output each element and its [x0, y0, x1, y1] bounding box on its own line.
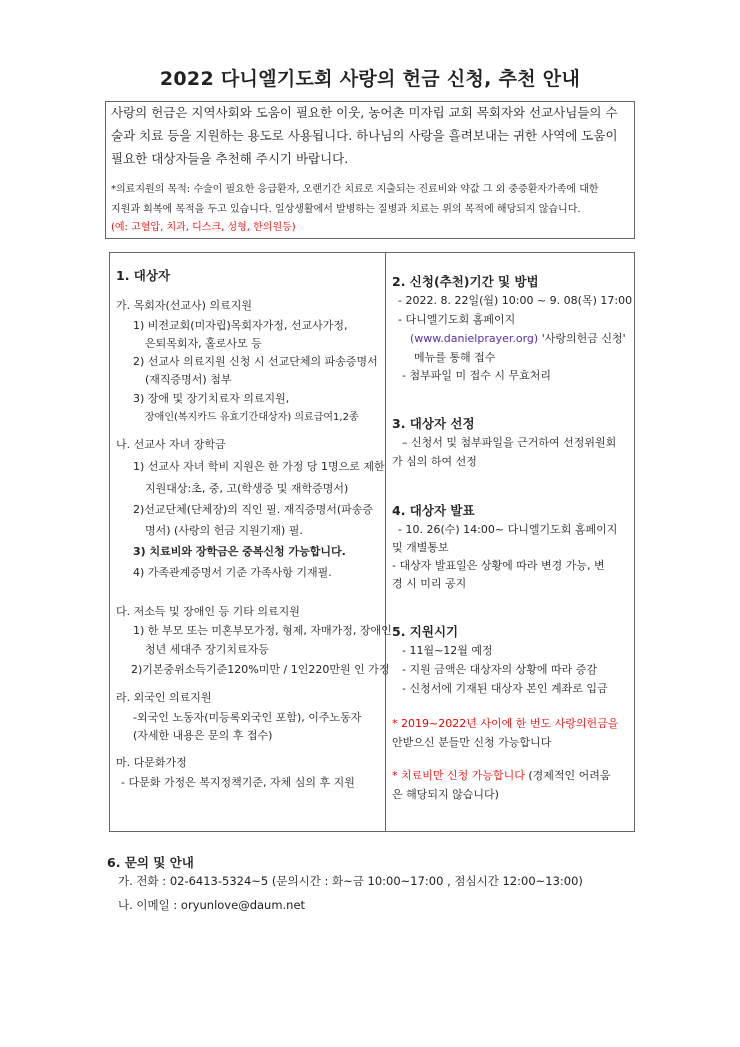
na-line-3: 3) 치료비와 장학금은 중복신청 가능합니다. — [133, 545, 346, 558]
ra-line-2: (자세한 내용은 문의 후 접수) — [133, 729, 273, 742]
s5-line-1: - 11월~12월 예정 — [402, 644, 493, 657]
homepage-link[interactable]: (www.danielprayer.org) — [410, 332, 539, 345]
ga-line-2: 2) 선교사 의료지원 신청 시 선교단체의 파송증명서 — [133, 355, 378, 368]
section-1-heading: 1. 대상자 — [116, 268, 171, 283]
na-line-2b: 명서) (사랑의 헌금 지원기재) 필. — [145, 524, 303, 537]
s2-line-5: - 첨부파일 미 접수 시 무효처리 — [402, 369, 551, 382]
da-line-1: 1) 한 부모 또는 미혼부모가정, 형제, 자매가정, 장애인 — [133, 624, 392, 637]
contact-phone: 가. 전화 : 02-6413-5324~5 (문의시간 : 화~금 10:00~17:00 , 점심시간 12:00~13:00) — [118, 874, 583, 888]
s2-menu-name: '사랑의헌금 신청' — [538, 332, 626, 345]
page-title: 2022 다니엘기도회 사랑의 헌금 신청, 추천 안내 — [159, 68, 581, 90]
intro-line-1: 사랑의 헌금은 지역사회와 도움이 필요한 이웃, 농어촌 미자립 교회 목회자와 선교사님들의 수 — [111, 105, 618, 120]
contact-heading: 6. 문의 및 안내 — [107, 855, 194, 870]
intro-note-2: 지원과 회복에 목적을 두고 있습니다. 일상생활에서 발병하는 질병과 치료는 위의 목적에 해당되지 않습니다. — [111, 204, 581, 215]
section-2-heading: 2. 신청(추천)기간 및 방법 — [392, 274, 539, 289]
s4-line-3: - 대상자 발표일은 상황에 따라 변경 가능, 변 — [392, 559, 605, 572]
intro-example: (예: 고혈압, 치과, 디스크, 성형, 한의원등) — [111, 222, 296, 233]
note-2 — [392, 767, 611, 783]
ma-heading: 마. 다문화가정 — [116, 756, 187, 769]
note-1-red: * 2019~2022년 사이에 한 번도 사랑의헌금을 — [392, 717, 619, 730]
note-2-line-2: 은 해당되지 않습니다) — [392, 788, 499, 801]
note-2-rest: (경제적인 어려움 — [524, 769, 611, 782]
ga-line-3: 3) 장애 및 장기치료자 의료지원, — [133, 392, 290, 405]
da-line-1b: 청년 세대주 장기치료자등 — [145, 643, 269, 656]
da-line-2: 2)기본중위소득기준120%미만 / 1인220만원 인 가정 — [131, 663, 390, 676]
s4-line-1: - 10. 26(수) 14:00~ 다니엘기도회 홈페이지 — [398, 523, 618, 536]
ga-heading: 가. 목회자(선교사) 의료지원 — [116, 299, 252, 312]
s5-line-2: - 지원 금액은 대상자의 상황에 따라 증감 — [402, 663, 597, 676]
s2-line-4: 메뉴를 통해 접수 — [414, 351, 496, 364]
na-line-1: 1) 선교사 자녀 학비 지원은 한 가정 당 1명으로 제한 — [133, 460, 385, 473]
intro-note-1: *의료지원의 목적: 수술이 필요한 응급환자, 오랜기간 치료로 지출되는 진료비와 약값 그 외 중증환자가족에 대한 — [111, 184, 599, 195]
intro-line-2: 술과 치료 등을 지원하는 용도로 사용됩니다. 하나님의 사랑을 흘려보내는 귀한 사역에 도움이 — [111, 128, 618, 143]
s5-line-3: - 신청서에 기재된 대상자 본인 계좌로 입금 — [402, 682, 608, 695]
column-divider — [385, 252, 386, 832]
s2-line-3 — [410, 330, 626, 346]
ga-line-1: 1) 비전교회(미자립)목회자가정, 선교사가정, — [133, 319, 348, 332]
note-1-line-2: 안받으신 분들만 신청 가능합니다 — [392, 736, 552, 749]
s4-line-4: 경 시 미리 공지 — [392, 577, 467, 590]
contact-email[interactable]: 나. 이메일 : oryunlove@daum.net — [118, 898, 306, 912]
s3-line-1: – 신청서 및 첨부파일을 근거하여 선정위원회 — [402, 436, 617, 449]
section-3-heading: 3. 대상자 선정 — [392, 416, 475, 431]
ga-line-2b: (재직증명서) 첨부 — [145, 373, 232, 386]
s3-line-2: 가 심의 하여 선정 — [392, 455, 477, 468]
ma-line-1: - 다문화 가정은 복지정책기준, 자체 심의 후 지원 — [121, 776, 355, 789]
section-4-heading: 4. 대상자 발표 — [392, 503, 475, 518]
intro-line-3: 필요한 대상자들을 추천해 주시기 바랍니다. — [111, 151, 349, 166]
na-line-1b: 지원대상:초, 중, 고(학생증 및 재학증명서) — [145, 482, 349, 495]
ga-line-1b: 은퇴목회자, 홀로사모 등 — [145, 337, 262, 350]
s4-line-2: 및 개별통보 — [392, 541, 449, 554]
ra-heading: 라. 외국인 의료지원 — [116, 691, 212, 704]
section-5-heading: 5. 지원시기 — [392, 624, 459, 639]
s2-line-1: - 2022. 8. 22일(월) 10:00 ~ 9. 08(목) 17:00 — [398, 294, 633, 307]
ra-line-1: -외국인 노동자(미등록외국인 포함), 이주노동자 — [133, 711, 362, 724]
na-heading: 나. 선교사 자녀 장학금 — [116, 438, 226, 451]
na-line-4: 4) 가족관계증명서 기준 가족사항 기재필. — [133, 566, 332, 579]
note-2-red: * 치료비만 신청 가능합니다 — [392, 769, 525, 782]
s2-line-2: - 다니엘기도회 홈페이지 — [398, 313, 516, 326]
ga-line-3b: 장애인(복지카드 유효기간대상자) 의료급여1,2종 — [145, 412, 359, 423]
na-line-2: 2)선교단체(단체장)의 직인 필. 재직증명서(파송증 — [133, 503, 374, 516]
da-heading: 다. 저소득 및 장애인 등 기타 의료지원 — [116, 605, 300, 618]
